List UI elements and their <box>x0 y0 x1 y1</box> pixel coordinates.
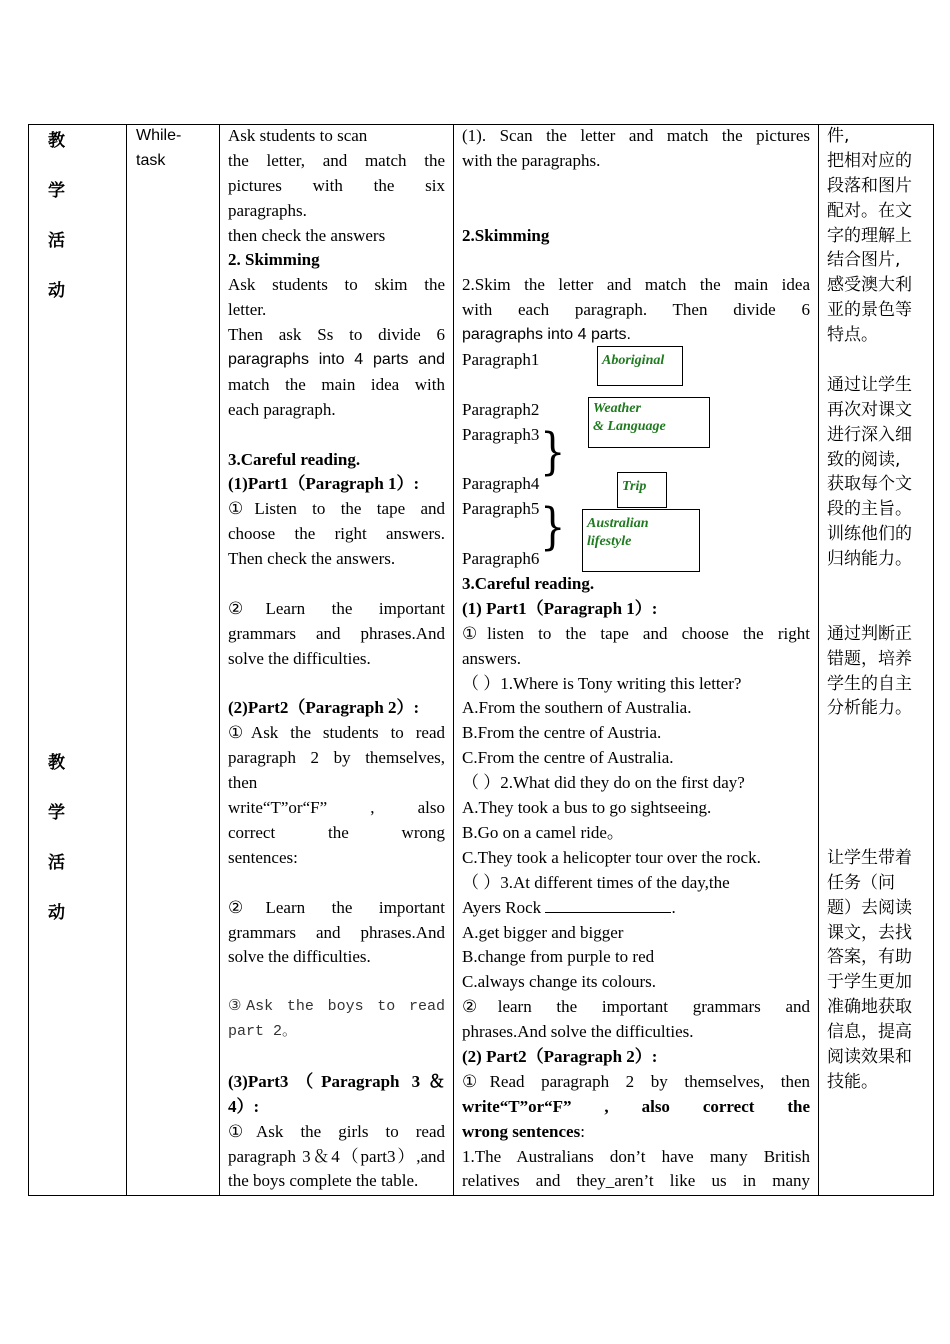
student-activity-line: ②learn the important grammars and <box>462 997 810 1017</box>
purpose-line: 答案，有助 <box>827 947 912 968</box>
stage-text: task <box>136 151 166 169</box>
student-activity-line: phrases.And solve the difficulties. <box>462 1022 694 1042</box>
student-activity-line: B.Go on a camel ride。 <box>462 822 624 842</box>
teacher-activity-line: Ask students to skim the <box>228 275 445 295</box>
purpose-line: 分析能力。 <box>827 698 912 719</box>
teacher-activity-line: ②Learn the important <box>228 598 445 618</box>
purpose-line: 配对。在文 <box>827 200 912 221</box>
teacher-activities-cell <box>228 124 445 1196</box>
teacher-activity-line: Then check the answers. <box>228 549 396 569</box>
purpose-line: 字的理解上 <box>827 225 912 246</box>
teacher-activity-line: part 2。 <box>228 1023 298 1041</box>
purpose-line <box>827 821 929 846</box>
student-activity-line: Paragraph3 <box>462 424 540 444</box>
purpose-line: 通过让学生 <box>827 374 912 395</box>
purpose-line: 结合图片, <box>827 250 901 271</box>
student-activity-line <box>462 248 810 273</box>
purpose-line: 训练他们的 <box>827 524 912 545</box>
teacher-activity-line: letter. <box>228 300 267 320</box>
label-char: 学 <box>48 803 65 823</box>
purpose-line: 课文，去找 <box>827 922 912 943</box>
purpose-line: 错题，培养 <box>827 648 912 669</box>
student-activity-line: Paragraph6 <box>462 549 540 569</box>
teacher-activity-line: (3)Part3（Paragraph 3＆ <box>228 1071 445 1091</box>
student-activity-line: relatives and they_aren’t like us in many <box>462 1171 810 1191</box>
column-divider <box>818 124 819 1196</box>
lifestyle-box <box>582 509 700 572</box>
teacher-activity-line: the letter, and match the <box>228 150 445 170</box>
teacher-activity-line: ①Ask the students to read <box>228 723 445 743</box>
student-activity-line: C.From the centre of Australia. <box>462 748 674 768</box>
purpose-line <box>827 796 929 821</box>
student-activity-line: with the paragraphs. <box>462 150 601 170</box>
teacher-activity-line: 4）: <box>228 1096 260 1116</box>
purpose-line: 信息，提高 <box>827 1022 912 1043</box>
student-activity-line: Paragraph1 <box>462 350 540 370</box>
purpose-line <box>827 597 929 622</box>
teacher-activity-line: (1)Part1（Paragraph 1）: <box>228 474 420 494</box>
box-label: Weather <box>593 401 641 416</box>
purpose-line: 把相对应的 <box>827 150 912 171</box>
column-divider <box>219 124 220 1196</box>
purpose-line <box>827 721 929 746</box>
student-activity-line: （ ）1.Where is Tony writing this letter? <box>462 673 742 693</box>
student-activity-line: (1) Part1（Paragraph 1）: <box>462 598 658 618</box>
purpose-line: 技能。 <box>827 1071 878 1092</box>
answer-blank[interactable] <box>545 896 671 913</box>
student-activity-line: Paragraph4 <box>462 474 540 494</box>
label-char: 学 <box>48 181 65 201</box>
teacher-activity-line <box>228 572 445 597</box>
purpose-line <box>827 771 929 796</box>
purpose-line: 件, <box>827 126 850 146</box>
student-activity-line: write“T”or“F” , also correct the <box>462 1096 810 1116</box>
teacher-activity-line <box>228 871 445 896</box>
teacher-activity-line: write“T”or“F” , also <box>228 798 445 818</box>
column-divider <box>126 124 127 1196</box>
student-activity-line: (1). Scan the letter and match the pictures <box>462 126 810 145</box>
box-label: Aboriginal <box>602 353 665 368</box>
student-activities-cell <box>462 124 810 1196</box>
student-activity-line: wrong sentences: <box>462 1121 585 1141</box>
teacher-activity-line: paragraphs. <box>228 200 307 220</box>
teacher-activity-line: (2)Part2（Paragraph 2）: <box>228 698 420 718</box>
brace-icon: } <box>540 498 566 556</box>
student-activity-line <box>462 174 810 199</box>
teacher-activity-line: paragraphs into 4 parts and <box>228 351 445 369</box>
student-activity-line: Paragraph5 <box>462 499 540 519</box>
purpose-line: 致的阅读, <box>827 449 901 470</box>
teacher-activity-line: then <box>228 773 258 793</box>
student-activity-line <box>462 448 810 473</box>
teacher-activity-line: each paragraph. <box>228 399 336 419</box>
teacher-activity-line: paragraph 2 by themselves, <box>228 748 445 768</box>
purpose-cell <box>827 124 929 1196</box>
label-char: 教 <box>48 753 65 773</box>
box-label: Australian <box>587 516 649 531</box>
student-activity-line: ①Read paragraph 2 by themselves, then <box>462 1071 810 1091</box>
student-activity-line: A.get bigger and bigger <box>462 922 624 942</box>
teacher-activity-line: the boys complete the table. <box>228 1171 419 1191</box>
teacher-activity-line <box>228 423 445 448</box>
purpose-line: 段落和图片 <box>827 175 912 196</box>
box-label: & Language <box>593 419 666 434</box>
teacher-activity-line: solve the difficulties. <box>228 648 371 668</box>
student-activity-line: C.always change its colours. <box>462 972 657 992</box>
purpose-line: 特点。 <box>827 325 878 346</box>
column-divider <box>453 124 454 1196</box>
teacher-activity-line: Ask students to scan <box>228 126 368 145</box>
purpose-line: 进行深入细 <box>827 424 912 445</box>
student-activity-line: 3.Careful reading. <box>462 574 595 594</box>
box-label: lifestyle <box>587 534 632 549</box>
student-activity-line: ①listen to the tape and choose the right <box>462 623 810 643</box>
teacher-activity-line: then check the answers <box>228 225 386 245</box>
trip-box <box>617 472 667 508</box>
purpose-line: 任务（问 <box>827 872 895 893</box>
purpose-line: 于学生更加 <box>827 972 912 993</box>
teacher-activity-line: grammars and phrases.And <box>228 922 445 942</box>
teacher-activity-line: ③Ask the boys to read <box>228 998 445 1016</box>
brace-icon: } <box>540 423 566 481</box>
teacher-activity-line: grammars and phrases.And <box>228 623 445 643</box>
teacher-activity-line: ②Learn the important <box>228 897 445 917</box>
purpose-line: 段的主旨。 <box>827 499 912 520</box>
student-activity-line: C.They took a helicopter tour over the rock. <box>462 847 761 867</box>
purpose-line: 通过判断正 <box>827 623 912 644</box>
student-activity-line: B.change from purple to red <box>462 947 655 967</box>
student-activity-line: B.From the centre of Austria. <box>462 723 662 743</box>
purpose-line <box>827 572 929 597</box>
student-activity-line: 2.Skimming <box>462 225 550 245</box>
student-activity-line: 1.The Australians don’t have many British <box>462 1146 810 1166</box>
purpose-line: 准确地获取 <box>827 997 912 1018</box>
purpose-line: 归纳能力。 <box>827 549 912 570</box>
student-activity-line: paragraphs into 4 parts. <box>462 326 631 344</box>
teacher-activity-line: pictures with the six <box>228 175 445 195</box>
student-activity-line: 2.Skim the letter and match the main idea <box>462 275 810 295</box>
box-label: Trip <box>622 479 647 494</box>
teacher-activity-line: choose the right answers. <box>228 524 445 544</box>
teacher-activity-line <box>228 970 445 995</box>
student-activity-line <box>462 199 810 224</box>
label-char: 动 <box>48 281 65 301</box>
teacher-activity-line: ①Ask the girls to read <box>228 1121 445 1141</box>
teacher-activity-line <box>228 672 445 697</box>
student-activity-line: （ ）3.At different times of the day,the <box>462 872 730 892</box>
label-char: 动 <box>48 903 65 923</box>
student-activity-line: with each paragraph. Then divide 6 <box>462 300 810 320</box>
student-activity-line: A.They took a bus to go sightseeing. <box>462 798 712 818</box>
purpose-line: 学生的自主 <box>827 673 912 694</box>
teacher-activity-line: 2. Skimming <box>228 250 320 270</box>
teacher-activity-line: match the main idea with <box>228 374 445 394</box>
student-activity-line: Ayers Rock . <box>462 897 676 917</box>
stage-text: While- <box>136 127 182 144</box>
teacher-activity-line: sentences: <box>228 847 298 867</box>
aboriginal-box <box>597 346 683 386</box>
purpose-line: 亚的景色等 <box>827 300 912 321</box>
student-activity-line: (2) Part2（Paragraph 2）: <box>462 1046 658 1066</box>
purpose-line: 获取每个文 <box>827 474 912 495</box>
teacher-activity-line: ①Listen to the tape and <box>228 499 445 519</box>
question-text: Ayers Rock <box>462 897 542 917</box>
purpose-line <box>827 348 929 373</box>
label-char: 活 <box>48 231 65 251</box>
teacher-activity-line: 3.Careful reading. <box>228 449 361 469</box>
label-char: 活 <box>48 853 65 873</box>
teacher-activity-line: Then ask Ss to divide 6 <box>228 325 445 345</box>
teacher-activity-line: correct the wrong <box>228 822 445 842</box>
teacher-activity-line: solve the difficulties. <box>228 947 371 967</box>
purpose-line: 再次对课文 <box>827 399 912 420</box>
teacher-activity-line <box>228 1045 445 1070</box>
purpose-line: 让学生带着 <box>827 847 912 868</box>
purpose-line <box>827 746 929 771</box>
weather-language-box <box>588 397 710 448</box>
student-activity-line: （ ）2.What did they do on the first day? <box>462 773 745 793</box>
purpose-line: 题）去阅读 <box>827 897 912 918</box>
label-char: 教 <box>48 131 65 151</box>
teacher-activity-line: paragraph 3＆4（part3）,and <box>228 1146 445 1166</box>
purpose-line: 阅读效果和 <box>827 1046 912 1067</box>
student-activity-line: A.From the southern of Australia. <box>462 698 692 718</box>
purpose-line: 感受澳大利 <box>827 275 912 296</box>
student-activity-line: answers. <box>462 648 522 668</box>
student-activity-line: Paragraph2 <box>462 399 540 419</box>
stage-cell <box>136 124 216 1196</box>
